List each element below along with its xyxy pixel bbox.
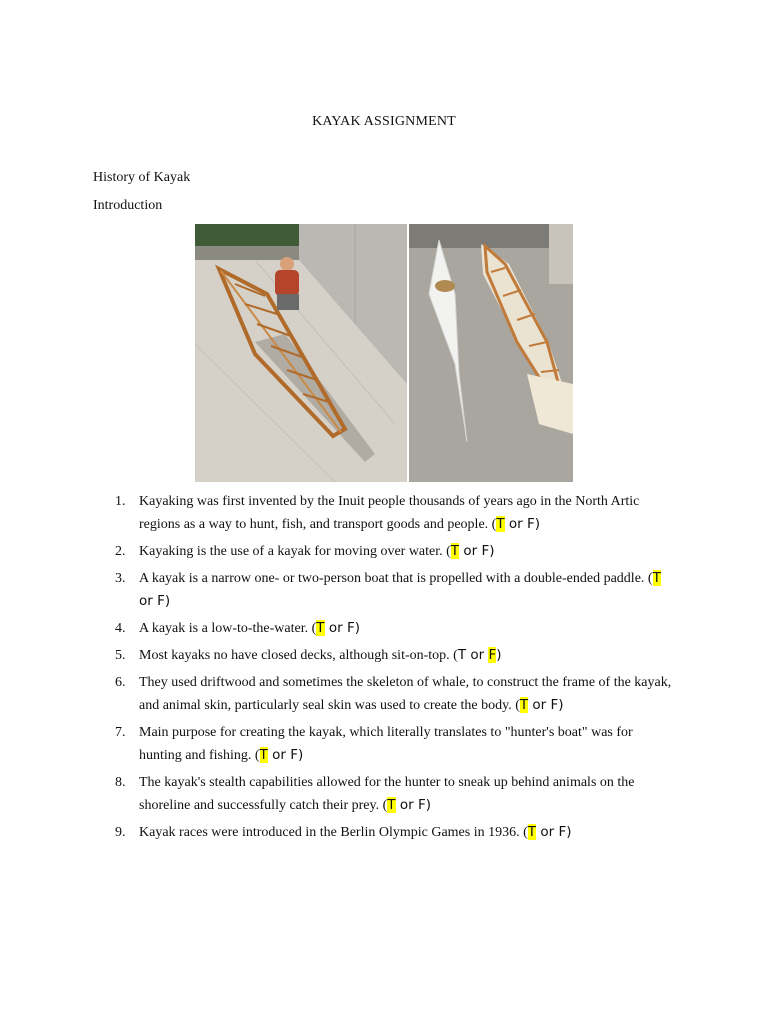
list-item <box>93 540 673 563</box>
true-option: T <box>527 824 537 840</box>
section-heading: History of Kayak <box>93 170 191 185</box>
item-number: 7. <box>115 725 126 740</box>
false-option: F <box>157 593 165 609</box>
false-option: F <box>558 824 567 840</box>
close-paren: ) <box>496 647 502 663</box>
close-paren: ) <box>354 620 360 636</box>
subheading: Introduction <box>93 198 163 213</box>
true-option: T <box>450 543 460 559</box>
true-option: T <box>652 570 661 586</box>
item-number: 8. <box>115 775 126 790</box>
question-text: A kayak is a low-to-the-water. ( <box>139 621 317 636</box>
list-item <box>93 721 673 767</box>
true-option: T <box>387 797 396 813</box>
or-text: or <box>459 543 482 559</box>
question-text: Kayaking was first invented by the Inuit people thousands of years ago in the North Artic regions as a way to hunt, fish, and transport goods and people. ( <box>139 494 640 532</box>
close-paren: ) <box>558 697 564 713</box>
question-text: Kayak races were introduced in the Berlin Olympic Games in 1936. ( <box>139 825 528 840</box>
or-text: or <box>536 824 559 840</box>
true-option: T <box>496 516 505 532</box>
or-text: or <box>139 593 158 609</box>
question-list <box>93 490 673 848</box>
true-option: T <box>457 647 467 663</box>
false-option: F <box>488 647 497 663</box>
or-text: or <box>528 697 551 713</box>
question-text: Main purpose for creating the kayak, which literally translates to "hunter's boat" was for hunting and fishing. ( <box>139 725 633 763</box>
false-option: F <box>550 697 559 713</box>
item-number: 5. <box>115 648 126 663</box>
document-title: KAYAK ASSIGNMENT <box>312 114 456 129</box>
question-text: A kayak is a narrow one- or two-person boat that is propelled with a double-ended paddle. ( <box>139 571 653 586</box>
false-option: F <box>526 516 535 532</box>
item-number: 9. <box>115 825 126 840</box>
close-paren: ) <box>566 824 572 840</box>
false-option: F <box>417 797 426 813</box>
close-paren: ) <box>425 797 431 813</box>
list-item <box>93 617 673 640</box>
item-number: 6. <box>115 675 126 690</box>
true-option: T <box>316 620 325 636</box>
true-option: T <box>259 747 268 763</box>
or-text: or <box>267 747 291 763</box>
list-item <box>93 490 673 536</box>
finished-kayak-photo <box>409 224 573 482</box>
list-item <box>93 821 673 844</box>
close-paren: ) <box>164 593 171 609</box>
item-number: 2. <box>115 544 126 559</box>
false-option: F <box>481 543 490 559</box>
list-item <box>93 644 673 667</box>
or-text: or <box>324 620 347 636</box>
kayak-frame-photo <box>195 224 407 482</box>
close-paren: ) <box>489 543 495 559</box>
kayak-photos <box>195 224 573 482</box>
false-option: F <box>290 747 298 763</box>
item-number: 3. <box>115 571 126 586</box>
list-item <box>93 771 673 817</box>
close-paren: ) <box>534 516 541 532</box>
item-number: 1. <box>115 494 126 509</box>
or-text: or <box>504 516 527 532</box>
or-text: or <box>395 797 418 813</box>
question-text: Most kayaks no have closed decks, although sit-on-top. ( <box>139 648 458 663</box>
question-text: The kayak's stealth capabilities allowed for the hunter to sneak up behind animals on the shoreline and successfully catch their prey. ( <box>139 775 635 813</box>
question-text: Kayaking is the use of a kayak for moving over water. ( <box>139 544 451 559</box>
item-number: 4. <box>115 621 126 636</box>
true-option: T <box>519 697 529 713</box>
list-item <box>93 671 673 717</box>
list-item <box>93 567 673 613</box>
question-text: They used driftwood and sometimes the skeleton of whale, to construct the frame of the kayak, and animal skin, particularly seal skin was used to create the body. ( <box>139 675 672 713</box>
false-option: F <box>346 620 355 636</box>
close-paren: ) <box>297 747 304 763</box>
or-text: or <box>466 647 489 663</box>
